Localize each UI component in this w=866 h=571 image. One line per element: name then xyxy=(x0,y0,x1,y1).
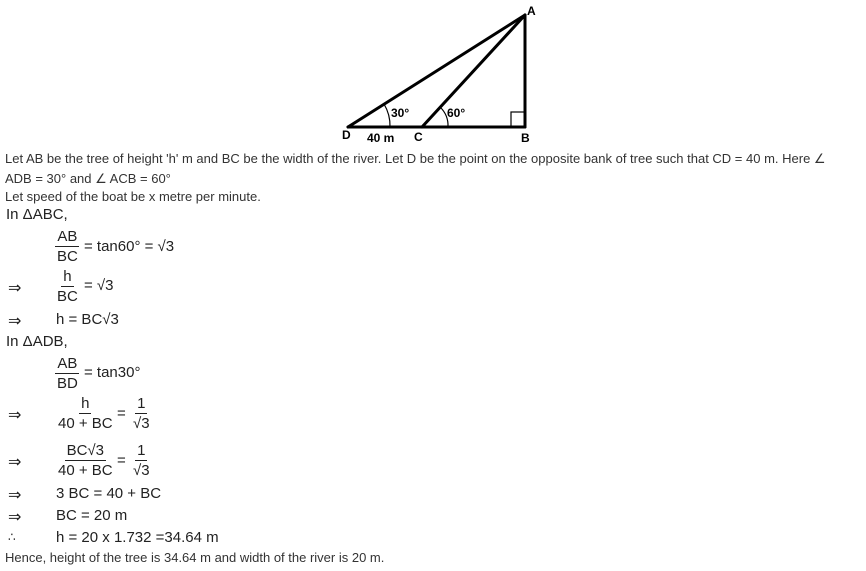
right-angle-marker xyxy=(511,112,525,127)
implies-arrow: ⇒ xyxy=(8,313,22,330)
intro-line-3: Let speed of the boat be x metre per minute. xyxy=(5,189,261,204)
eq7: 3 BC = 40 + BC xyxy=(56,485,162,502)
denominator: BD xyxy=(57,375,78,392)
distance-label-DC: 40 m xyxy=(367,131,395,145)
numerator: h xyxy=(81,395,90,412)
implies-arrow: ⇒ xyxy=(8,280,22,297)
equals-sign: = xyxy=(117,405,126,422)
intro-line-2: ADB = 30° and ∠ ACB = 60° xyxy=(5,171,171,186)
denominator: BC xyxy=(57,288,78,305)
fraction-1-sqrt3 xyxy=(131,442,152,479)
fraction-h-bc xyxy=(55,268,80,305)
implies-arrow: ⇒ xyxy=(8,509,22,526)
in-triangle-abc: In ΔABC, xyxy=(6,206,68,223)
denominator: √3 xyxy=(133,462,150,479)
numerator: h xyxy=(63,268,72,285)
fraction-1-sqrt3 xyxy=(131,395,152,432)
fraction-ab-bd xyxy=(55,355,80,392)
fraction-ab-bc xyxy=(55,228,80,265)
denominator: 40 + BC xyxy=(58,462,113,479)
numerator: AB xyxy=(57,228,78,245)
eq9: h = 20 x 1.732 =34.64 m xyxy=(56,529,219,546)
eq8: BC = 20 m xyxy=(56,507,128,524)
eq3: h = BC√3 xyxy=(56,311,119,328)
numerator: 1 xyxy=(137,442,146,459)
numerator: AB xyxy=(57,355,78,372)
implies-arrow: ⇒ xyxy=(8,487,22,504)
intro-line-1: Let AB be the tree of height 'h' m and BC be the width of the river. Let D be the point on the opposite bank of tree such that CD = 40 m. Here ∠ xyxy=(5,151,826,166)
angle-label-D: 30° xyxy=(391,106,410,120)
angle-label-C: 60° xyxy=(447,106,466,120)
fraction-bcsqrt3-40bc xyxy=(56,442,115,479)
eq1-rhs: = tan60° = √3 xyxy=(84,238,175,255)
angle-arc-D xyxy=(384,104,390,127)
implies-arrow: ⇒ xyxy=(8,454,22,471)
numerator: BC√3 xyxy=(66,442,105,459)
numerator: 1 xyxy=(137,395,146,412)
conclusion: Hence, height of the tree is 34.64 m and width of the river is 20 m. xyxy=(5,550,385,565)
therefore-symbol: ∴ xyxy=(8,530,16,544)
vertex-label-D: D xyxy=(342,128,351,142)
vertex-label-C: C xyxy=(414,130,423,144)
implies-arrow: ⇒ xyxy=(8,407,22,424)
equals-sign: = xyxy=(117,452,126,469)
in-triangle-adb: In ΔADB, xyxy=(6,333,68,350)
eq2-rhs: = √3 xyxy=(84,277,114,294)
denominator: √3 xyxy=(133,415,150,432)
vertex-label-B: B xyxy=(521,131,530,145)
eq4-rhs: = tan30° xyxy=(84,364,141,381)
vertex-label-A: A xyxy=(527,4,536,18)
denominator: 40 + BC xyxy=(58,415,113,432)
denominator: BC xyxy=(57,248,78,265)
fraction-h-40bc xyxy=(56,395,115,432)
triangle-diagram xyxy=(330,0,550,146)
